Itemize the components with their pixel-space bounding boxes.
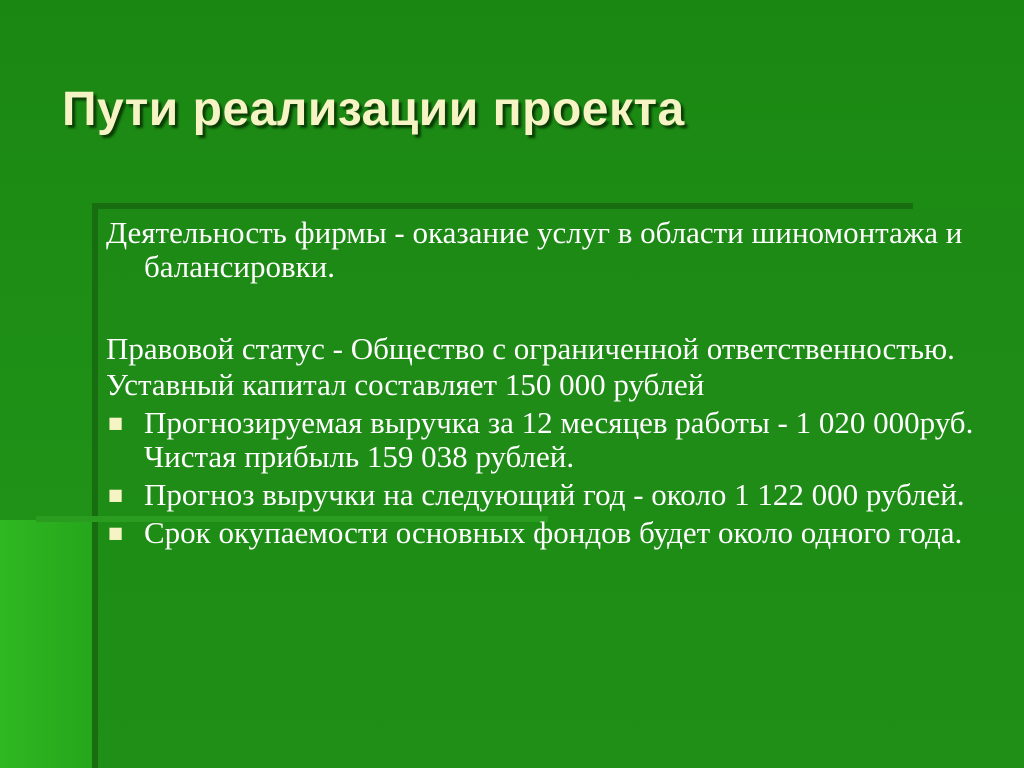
paragraph-legal-status: Правовой статус - Общество с ограниченной ответственностью. (106, 331, 955, 366)
decorative-left-bar (92, 203, 98, 768)
decorative-left-panel (0, 520, 96, 768)
square-bullet-icon: ■ (108, 485, 124, 504)
square-bullet-icon: ■ (108, 413, 124, 432)
decorative-top-bar (96, 203, 913, 209)
square-bullet-icon: ■ (108, 523, 124, 542)
bullet-list (106, 406, 986, 550)
bullet-text: Прогнозируемая выручка за 12 месяцев работы - 1 020 000руб. Чистая прибыль 159 038 рублей. (144, 405, 974, 474)
paragraph-activity: Деятельность фирмы - оказание услуг в области шиномонтажа и балансировки. (106, 215, 963, 284)
bullet-item-payback (106, 516, 986, 550)
paragraph-capital: Уставный капитал составляет 150 000 рублей (106, 367, 705, 402)
bullet-text: Прогноз выручки на следующий год - около 1 122 000 рублей. (144, 477, 965, 512)
bullet-item-revenue (106, 406, 986, 474)
bullet-item-forecast (106, 478, 986, 512)
bullet-text: Срок окупаемости основных фондов будет около одного года. (144, 515, 963, 550)
slide-title: Пути реализации проекта (62, 83, 685, 136)
slide-content (106, 216, 986, 554)
